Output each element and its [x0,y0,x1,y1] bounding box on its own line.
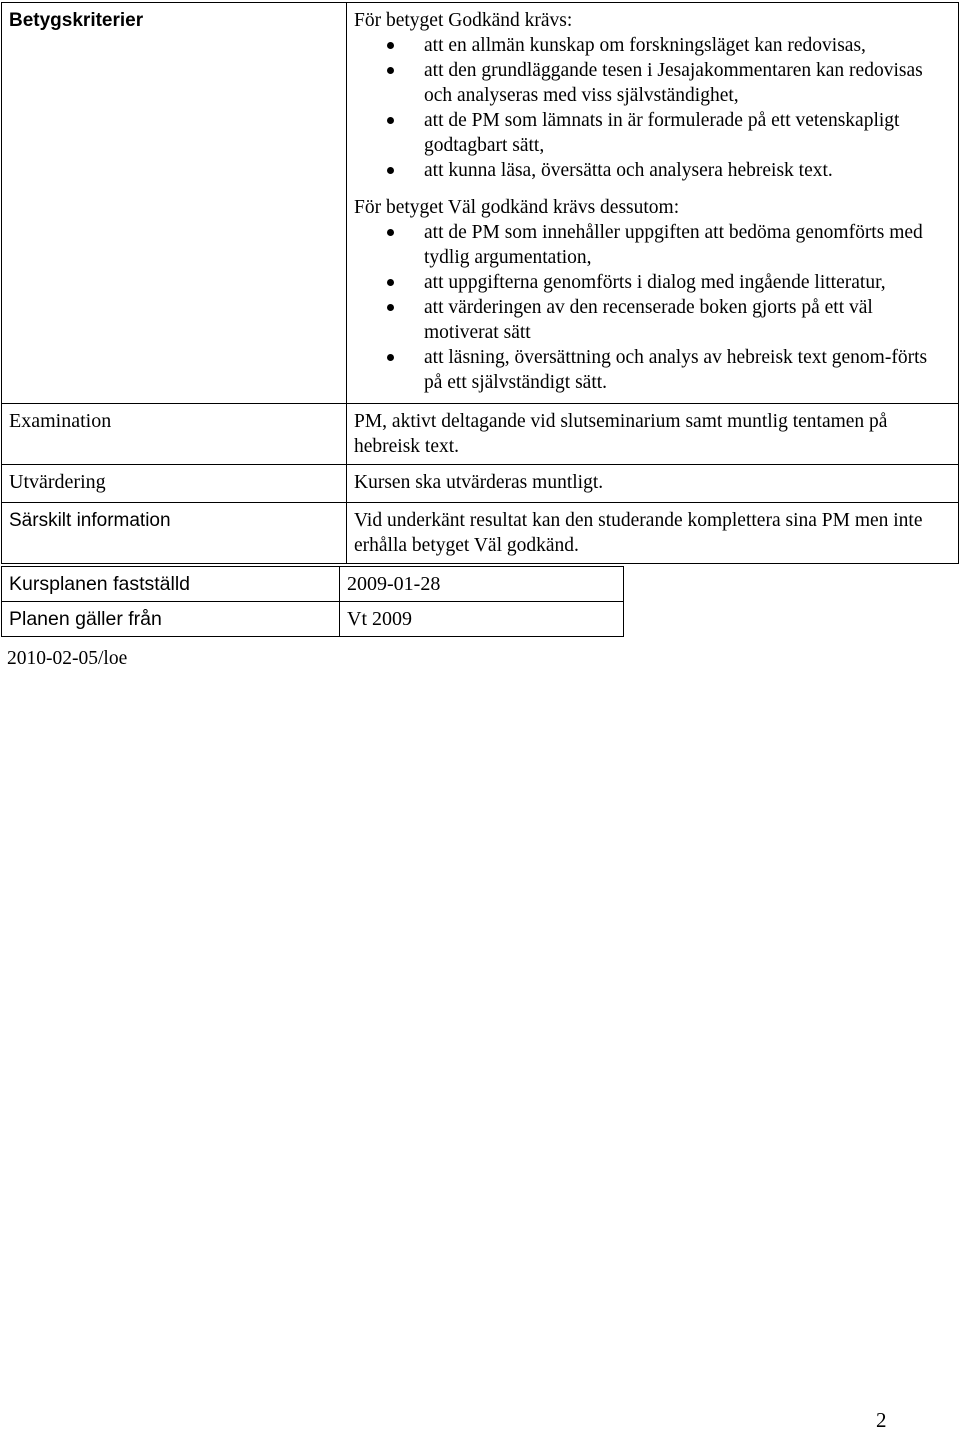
bullet-icon [387,67,394,74]
examination-label: Examination [9,410,112,432]
utvardering-text: Kursen ska utvärderas muntligt. [354,472,604,493]
utvardering-label-cell [2,465,347,503]
bullet-icon [387,117,394,124]
criteria-content-cell [347,3,959,404]
list-item: att en allmän kunskap om forskningsläget kan redovisas, [354,33,958,58]
examination-label-cell [2,404,347,465]
bullet-icon [387,42,394,49]
val-godkand-list [354,220,958,395]
sarskilt-row [2,503,959,564]
galler-value: Vt 2009 [340,602,624,637]
course-criteria-table [1,2,959,564]
bullet-icon [387,279,394,286]
fastställd-value: 2009-01-28 [340,567,624,602]
val-godkand-intro: För betyget Väl godkänd krävs dessutom: [354,197,680,218]
examination-text-cell [347,404,959,465]
utvardering-label: Utvärdering [9,471,106,493]
fastställd-label: Kursplanen fastställd [2,567,340,602]
godkand-list [354,33,958,183]
document-reference: 2010-02-05/loe [7,648,128,669]
paragraph-gap [354,183,958,195]
bullet-icon [387,167,394,174]
page-number: 2 [876,1408,887,1432]
galler-row [2,602,624,637]
list-item: att läsning, översättning och analys av hebreisk text genom-förts på ett självständigt sätt. [354,345,958,395]
criteria-label: Betygskriterier [9,10,144,31]
criteria-label-cell [2,3,347,404]
sarskilt-label-cell [2,503,347,564]
bullet-icon [387,354,394,361]
list-item: att kunna läsa, översätta och analysera hebreisk text. [354,158,958,183]
sarskilt-text-cell [347,503,959,564]
examination-text: PM, aktivt deltagande vid slutseminarium samt muntlig tentamen på hebreisk text. [354,411,888,457]
list-item: att de PM som innehåller uppgiften att bedöma genomförts med tydlig argumentation, [354,220,958,270]
bullet-icon [387,229,394,236]
sarskilt-text: Vid underkänt resultat kan den studerande komplettera sina PM men inte erhålla betyget Väl godkänd. [354,510,923,556]
meta-table [1,566,624,637]
examination-row [2,404,959,465]
utvardering-text-cell [347,465,959,503]
galler-label: Planen gäller från [2,602,340,637]
list-item: att de PM som lämnats in är formulerade på ett vetenskapligt godtagbart sätt, [354,108,958,158]
fastställd-row [2,567,624,602]
list-item: att den grundläggande tesen i Jesajakommentaren kan redovisas och analyseras med viss självständighet, [354,58,958,108]
godkand-intro: För betyget Godkänd krävs: [354,10,573,31]
list-item: att värderingen av den recenserade boken gjorts på ett väl motiverat sätt [354,295,958,345]
utvardering-row [2,465,959,503]
sarskilt-label: Särskilt information [9,510,171,531]
bullet-icon [387,304,394,311]
criteria-row [2,3,959,404]
list-item: att uppgifterna genomförts i dialog med ingående litteratur, [354,270,958,295]
